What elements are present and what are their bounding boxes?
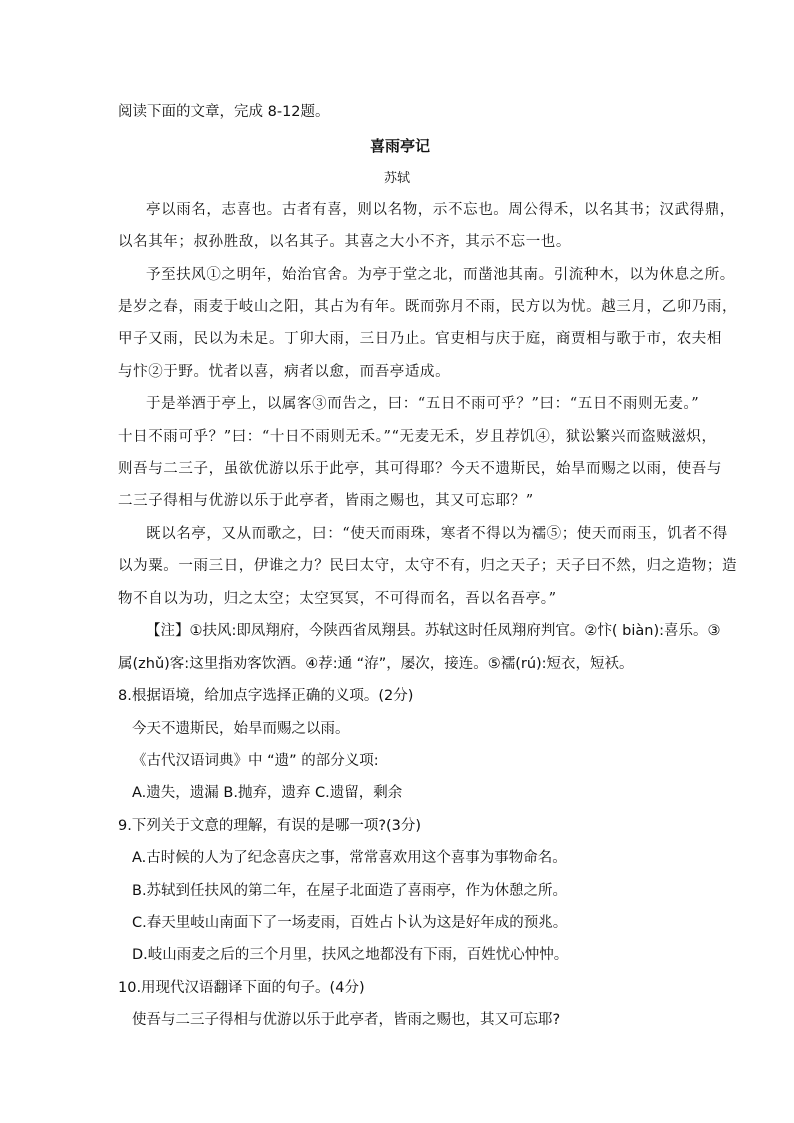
essay-line: 以为粟。一雨三日，伊谁之力？民曰太守，太守不有，归之天子；天子曰不然，归之造物；造 <box>118 558 738 574</box>
essay-author: 苏轼 <box>384 171 411 186</box>
essay-line: 甲子又雨，民以为未足。丁卯大雨，三日乃止。官吏相与庆于庭，商贾相与歌于市，农夫相 <box>118 331 722 347</box>
essay-line: 于是举酒于亭上，以属客③而告之，曰：“五日不雨可乎？”曰：“五日不雨则无麦。” <box>146 396 700 412</box>
question-9-option-b: B.苏轼到任扶风的第二年，在屋子北面造了喜雨亭，作为休憩之所。 <box>132 883 568 899</box>
question-8-options: A.遗失，遗漏 B.抛弃，遗弃 C.遗留，剩余 <box>132 785 403 801</box>
question-8-stem: 8.根据语境，给加点字选择正确的义项。(2分) <box>118 688 414 704</box>
question-9-stem: 9.下列关于文意的理解，有误的是哪一项?(3分) <box>118 818 422 834</box>
essay-line: 十日不雨可乎？”曰：“十日不雨则无禾。”“无麦无禾，岁且荐饥④，狱讼繁兴而盗贼滋炽， <box>118 429 717 445</box>
question-9-option-d: D.岐山雨麦之后的三个月里，扶风之地都没有下雨，百姓忧心忡忡。 <box>132 947 569 963</box>
question-8-quote: 今天不遗斯民，始旱而赐之以雨。 <box>132 721 350 737</box>
essay-title: 喜雨亭记 <box>370 137 431 155</box>
essay-line: 是岁之春，雨麦于岐山之阳，其占为有年。既而弥月不雨，民方以为忧。越三月，乙卯乃雨， <box>118 299 738 315</box>
question-9-option-a: A.古时候的人为了纪念喜庆之事，常常喜欢用这个喜事为事物命名。 <box>132 850 567 866</box>
question-8-dictionary: 《古代汉语词典》中 “遗” 的部分义项: <box>132 753 379 769</box>
question-10-stem: 10.用现代汉语翻译下面的句子。(4分) <box>118 980 365 996</box>
annotation-line: 属(zhǔ)客:这里指劝客饮酒。④荐:通 “洊”，屡次，接连。⑤襦(rú):短衣，短袄。 <box>118 656 634 672</box>
essay-line: 以名其年；叔孙胜敌，以名其子。其喜之大小不齐，其示不忘一也。 <box>118 234 571 250</box>
instruction-text: 阅读下面的文章，完成 8-12题。 <box>118 104 330 120</box>
essay-line: 予至扶风①之明年，始治官舍。为亭于堂之北，而凿池其南。引流种木，以为休息之所。 <box>146 267 735 283</box>
essay-line: 二三子得相与优游以乐于此亭者，皆雨之赐也，其又可忘耶？” <box>118 493 534 509</box>
essay-line: 既以名亭，又从而歌之，曰：“使天而雨珠，寒者不得以为襦⑤；使天而雨玉，饥者不得 <box>146 526 728 542</box>
essay-line: 物不自以为功，归之太空；太空冥冥，不可得而名，吾以名吾亭。” <box>118 591 557 607</box>
essay-line: 与忭②于野。忧者以喜，病者以愈，而吾亭适成。 <box>118 364 451 380</box>
essay-line: 则吾与二三子，虽欲优游以乐于此亭，其可得耶？今天不遗斯民，始旱而赐之以雨，使吾与 <box>118 461 722 477</box>
question-10-sentence: 使吾与二三子得相与优游以乐于此亭者，皆雨之赐也，其又可忘耶? <box>132 1012 561 1028</box>
question-9-option-c: C.春天里岐山南面下了一场麦雨，百姓占卜认为这是好年成的预兆。 <box>132 915 568 931</box>
annotation-line: 【注】①扶风:即凤翔府，今陕西省凤翔县。苏轼这时任凤翔府判官。②忭( biàn):喜乐。③ <box>146 623 721 639</box>
essay-line: 亭以雨名，志喜也。古者有喜，则以名物，示不忘也。周公得禾，以名其书；汉武得鼎， <box>146 202 735 218</box>
